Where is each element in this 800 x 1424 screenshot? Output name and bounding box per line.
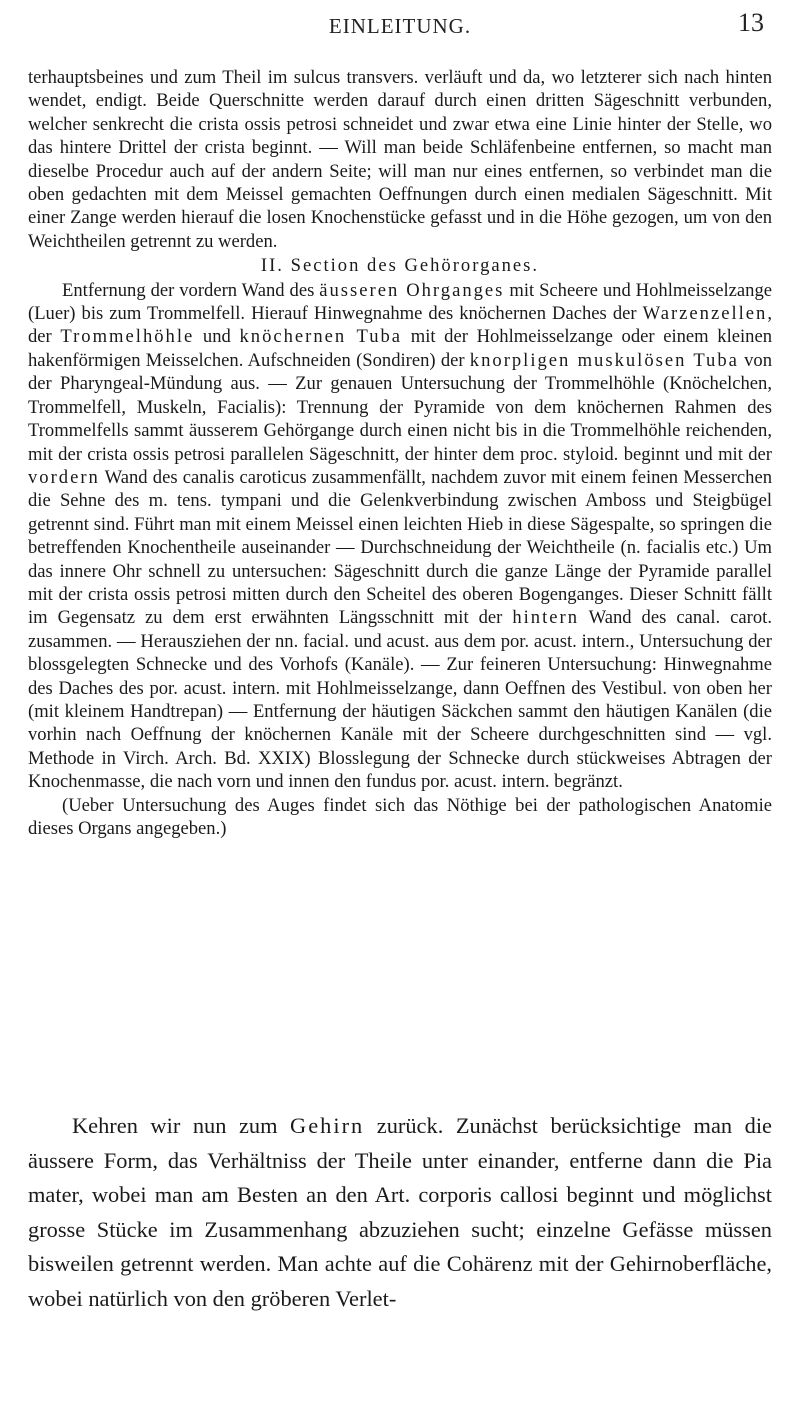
text-run: mit der Hohlmeisselzange oder einem kleinen hakenförmigen Meisselchen. Aufschneiden (Sondiren) der	[28, 326, 773, 371]
paragraph-ear-dissection	[28, 279, 772, 794]
page-number: 13	[738, 8, 764, 37]
text-run: Wand des canalis caroticus zusammenfällt, nachdem zuvor mit einem feinen Messerchen die Sehne des m. tens. tympani und die Gelenkverbindung zwischen Amboss und Steigbügel getrennt sind. Führt man mit einem Meissel einen leichten Hieb in diese Sägespalte, so springen die betreffenden Knochentheile auseinander — Durchschneidung der Weichtheile (n. facialis etc.) Um das innere Ohr schnell zu untersuchen: Sägeschnitt durch die ganze Länge der Pyramide parallel mit der crista ossis petrosi mitten durch den Scheitel des oberen Bogenganges. Dieser Schnitt fällt im Gegensatz zu dem erst erwähnten Längsschnitt mit der	[28, 466, 772, 629]
text-run: mit Scheere und Hohlmeisselzange (Luer) bis zum Trommelfell. Hierauf Hinwegnahme des knöchernen Daches der	[28, 279, 772, 325]
emphasis-term: hintern	[512, 607, 580, 629]
emphasis-term: Gehirn	[290, 1113, 365, 1138]
text-run: und	[194, 326, 240, 348]
emphasis-term: knöchernen Tuba	[239, 326, 403, 348]
text-run: Entfernung der vordern Wand des	[62, 279, 320, 301]
text-run: Kehren wir nun zum	[72, 1113, 291, 1138]
emphasis-term: Warzenzellen	[642, 303, 768, 325]
emphasis-term: äusseren Ohrganges	[319, 279, 505, 301]
running-header	[0, 8, 800, 58]
paragraph-brain	[28, 1109, 772, 1317]
text-run: , der	[28, 303, 772, 348]
text-run: Wand des canal. carot. zusammen. — Herausziehen der nn. facial. und acust. aus dem por. acust. intern., Untersuchung der blossgelegten Schnecke und des Vorhofs (Kanäle). — Zur feineren Untersuchung: Hinwegnahme des Daches des por. acust. intern. mit Hohlmeisselzange, dann Oeffnen des Vestibul. von oben her (mit kleinem Handtrepan) — Entfernung der häutigen Säckchen sammt den häutigen Kanälen (die vorhin nach Oeffnung der knöchernen Kanäle mit der Scheere durchgeschnitten sind — vgl. Methode in Virch. Arch. Bd. XXIX) Blosslegung der Schnecke durch stückweises Abtragen der Knochenmasse, die nach vorn und innen den fundus por. acust. intern. begränzt.	[28, 607, 772, 793]
paragraph-eye-note: (Ueber Untersuchung des Auges findet sich das Nöthige bei der pathologischen Anatomie dieses Organs angegeben.)	[28, 794, 772, 839]
large-print-body	[28, 1109, 772, 1317]
section-heading: II. Section des Gehörorganes.	[260, 255, 540, 277]
running-title: EINLEITUNG.	[328, 14, 472, 38]
emphasis-term: knorpligen muskulösen Tuba	[469, 349, 739, 371]
text-run: von der Pharyngeal-Mündung aus. — Zur genauen Untersuchung der Trommelhöhle (Knöchelchen, Trommelfell, Muskeln, Facialis): Trennung der Pyramide von dem knöchernen Rahmen des Trommelfells sammt äusserem Gehörgange durch einen nicht bis in die Trommelhöhle reichenden, mit der crista ossis petrosi parallelen Sägeschnitt, der hinter dem proc. styloid. beginnt und mit der	[28, 349, 772, 465]
emphasis-term: vordern	[28, 466, 100, 488]
text-run: zurück. Zunächst berücksichtige man die äussere Form, das Verhältniss der Theile unter einander, entferne dann die Pia mater, wobei man am Besten an den Art. corporis callosi beginnt und möglichst grosse Stücke im Zusammenhang abzuziehen sucht; einzelne Gefässe müssen bisweilen getrennt werden. Man achte auf die Cohärenz mit der Gehirnoberfläche, wobei natürlich von den gröberen Verlet-	[28, 1113, 772, 1311]
paragraph-continuation: terhauptsbeines und zum Theil im sulcus transvers. verläuft und da, wo letzterer sich nach hinten wendet, endigt. Beide Querschnitte werden darauf durch einen dritten Sägeschnitt verbunden, welcher senkrecht die crista ossis petrosi schneidet und zwar etwa eine Linie hinter der Stelle, wo das hintere Drittel der crista beginnt. — Will man beide Schläfenbeine entfernen, so macht man dieselbe Procedur auch auf der andern Seite; will man nur eines entfernen, so verbindet man die oben gedachten mit dem Meissel gemachten Oeffnungen durch einen medialen Sägeschnitt. Mit einer Zange werden hierauf die losen Knochenstücke gefasst und in die Höhe gezogen, um von den Weichtheilen getrennt zu werden.	[28, 67, 772, 252]
emphasis-term: Trommelhöhle	[60, 326, 195, 348]
small-print-body	[28, 66, 772, 840]
